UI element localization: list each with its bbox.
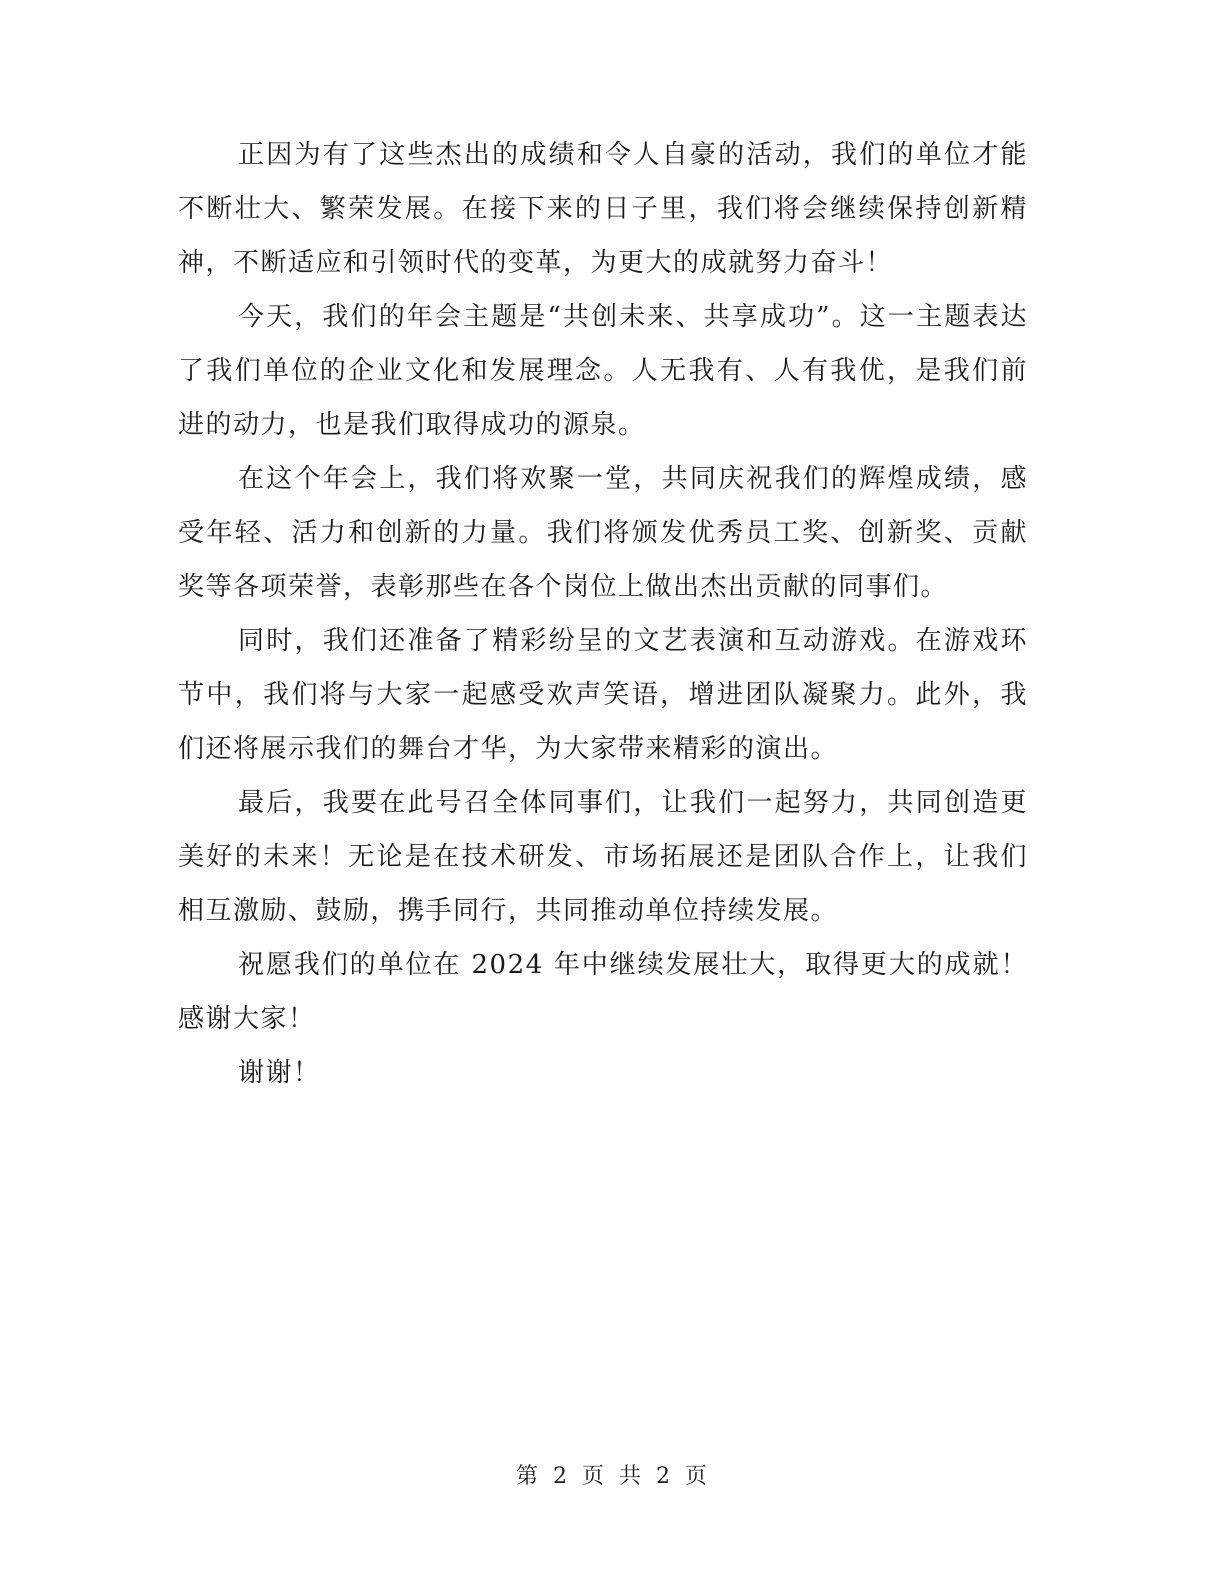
paragraph-1: 正因为有了这些杰出的成绩和令人自豪的活动，我们的单位才能不断壮大、繁荣发展。在接下来的日子里，我们将会继续保持创新精神，不断适应和引领时代的变革，为更大的成就努力奋斗！ [178, 140, 1028, 278]
paragraph-2: 今天，我们的年会主题是“共创未来、共享成功”。这一主题表达了我们单位的企业文化和发展理念。人无我有、人有我优，是我们前进的动力，也是我们取得成功的源泉。 [178, 302, 1028, 440]
paragraph-4: 同时，我们还准备了精彩纷呈的文艺表演和互动游戏。在游戏环节中，我们将与大家一起感受欢声笑语，增进团队凝聚力。此外，我们还将展示我们的舞台才华，为大家带来精彩的演出。 [178, 626, 1028, 764]
paragraph-7: 谢谢！ [238, 1058, 321, 1088]
paragraph-6: 祝愿我们的单位在 2024 年中继续发展壮大，取得更大的成就！感谢大家！ [178, 950, 1028, 1034]
paragraph-3: 在这个年会上，我们将欢聚一堂，共同庆祝我们的辉煌成绩，感受年轻、活力和创新的力量。我们将颁发优秀员工奖、创新奖、贡献奖等各项荣誉，表彰那些在各个岗位上做出杰出贡献的同事们。 [178, 464, 1028, 602]
document-body [178, 128, 1028, 1100]
page-number-footer: 第 2 页 共 2 页 [516, 1464, 708, 1489]
paragraph-5: 最后，我要在此号召全体同事们，让我们一起努力，共同创造更美好的未来！无论是在技术研发、市场拓展还是团队合作上，让我们相互激励、鼓励，携手同行，共同推动单位持续发展。 [178, 788, 1028, 926]
